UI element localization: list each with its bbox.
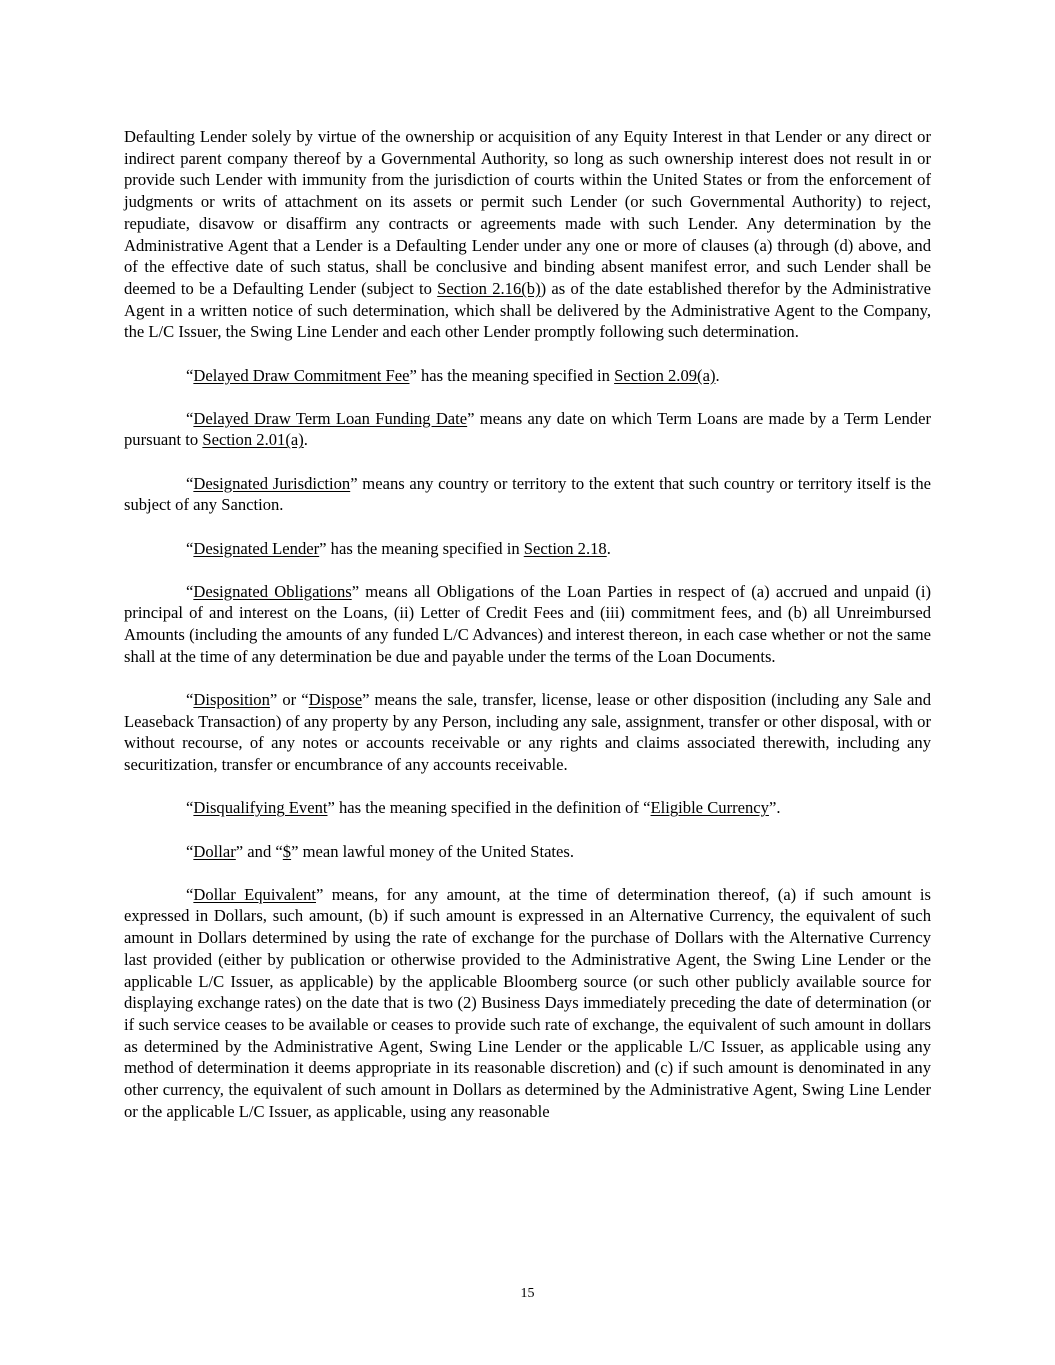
definition-designated-jurisdiction: “Designated Jurisdiction” means any country or territory to the extent that such country or territory itself is the subject of any Sanction. [124, 473, 932, 515]
definition-dollar: “Dollar” and “$” mean lawful money of the United States. [186, 841, 575, 861]
page-number: 15 [520, 1286, 535, 1301]
defined-term: Delayed Draw Commitment Fee [193, 365, 410, 385]
defined-term: Dollar [193, 841, 236, 861]
section-reference: Section 2.16(b) [437, 278, 541, 298]
defined-term: Designated Jurisdiction [193, 473, 351, 493]
defined-term: Disposition [193, 690, 270, 710]
defined-term: Delayed Draw Term Loan Funding Date [193, 408, 468, 428]
section-reference: Section 2.18 [523, 538, 607, 558]
definition-designated-obligations: “Designated Obligations” means all Obligations of the Loan Parties in respect of (a) accrued and unpaid (i) principal of and interest on the Loans, (ii) Letter of Credit Fees and (iii) commitment fees, and (b) all Unreimbursed Amounts (including the amounts of any funded L/C Advances) and interest thereon, in each case whether or not the same shall at the time of any determination be due and payable under the terms of the Loan Documents. [124, 581, 931, 666]
defined-term-reference: Eligible Currency [650, 798, 769, 818]
defined-term: $ [282, 841, 292, 861]
section-reference: Section 2.09(a) [614, 365, 716, 385]
defined-term: Disqualifying Event [193, 798, 328, 818]
definition-disposition: “Disposition” or “Dispose” means the sale, transfer, license, lease or other disposition (including any Sale and Leaseback Transaction) of any property by any Person, including any sale, assignment, transfer or other disposal, with or without recourse, of any notes or accounts receivable or any rights and claims associated therewith, including any securitization, transfer or encumbrance of any accounts receivable. [124, 690, 931, 775]
defined-term: Dollar Equivalent [193, 884, 316, 904]
definition-designated-lender: “Designated Lender” has the meaning specified in Section 2.18. [186, 538, 611, 558]
paragraph-defaulting-lender-continued: Defaulting Lender solely by virtue of the ownership or acquisition of any Equity Interest in that Lender or any direct or indirect parent company thereof by a Governmental Authority, so long as such ownership interest does not result in or provide such Lender with immunity from the jurisdiction of courts within the United States or from the enforcement of judgments or writs of attachment on its assets or permit such Lender (or such Governmental Authority) to reject, repudiate, disavow or disaffirm any contracts or agreements made with such Lender. Any determination by the Administrative Agent that a Lender is a Defaulting Lender under any one or more of clauses (a) through (d) above, and of the effective date of such status, shall be conclusive and binding absent manifest error, and such Lender shall be deemed to be a Defaulting Lender (subject to Section 2.16(b)) as of the date established therefor by the Administrative Agent in a written notice of such determination, which shall be delivered by the Administrative Agent to the Company, the L/C Issuer, the Swing Line Lender and each other Lender promptly following such determination. [124, 127, 931, 342]
defined-term: Designated Lender [193, 538, 320, 558]
defined-term: Dispose [308, 690, 363, 710]
document-body [124, 126, 931, 1144]
definition-delayed-draw-term-loan-funding-date: “Delayed Draw Term Loan Funding Date” means any date on which Term Loans are made by a Term Lender pursuant to Section 2.01(a). [124, 408, 931, 450]
section-reference: Section 2.01(a) [202, 430, 304, 450]
defined-term: Designated Obligations [193, 581, 352, 601]
definition-delayed-draw-commitment-fee: “Delayed Draw Commitment Fee” has the meaning specified in Section 2.09(a). [186, 365, 720, 385]
definition-disqualifying-event: “Disqualifying Event” has the meaning specified in the definition of “Eligible Currency”. [186, 798, 781, 818]
definition-dollar-equivalent: “Dollar Equivalent” means, for any amount, at the time of determination thereof, (a) if such amount is expressed in Dollars, such amount, (b) if such amount is expressed in an Alternative Currency, the equivalent of such amount in Dollars determined by using the rate of exchange for the purchase of Dollars with the Alternative Currency last provided (either by publication or otherwise provided to the Administrative Agent, the Swing Line Lender or the applicable L/C Issuer, as applicable) by the applicable Bloomberg source (or such other publicly available source for displaying exchange rates) on the date that is two (2) Business Days immediately preceding the date of determination (or if such service ceases to be available or ceases to provide such rate of exchange, the equivalent of such amount in dollars as determined by the Administrative Agent, Swing Line Lender or the applicable L/C Issuer, as applicable using any method of determination it deems appropriate in its reasonable discretion) and (c) if such amount is denominated in any other currency, the equivalent of such amount in Dollars as determined by the Administrative Agent, Swing Line Lender or the applicable L/C Issuer, as applicable, using any reasonable [124, 884, 931, 1121]
